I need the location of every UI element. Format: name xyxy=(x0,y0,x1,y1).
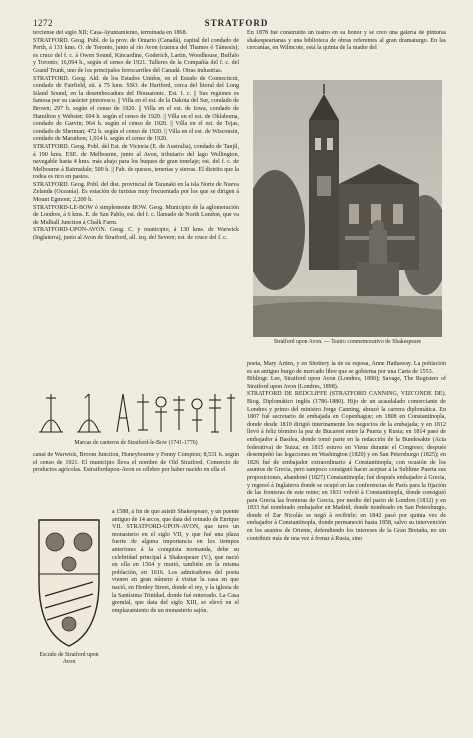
masons-marks-drawing xyxy=(33,388,239,440)
entry-paragraph: En 1878 fué construido un teatro en su honor y se creó una galería de pinturas shakespearianas y una biblioteca de obras referentes al gran dramaturgo. En las cercanías, en Wilmcote, está la quinta de la madre del xyxy=(247,30,446,52)
running-title: STRATFORD xyxy=(204,18,269,28)
page-number: 1272 xyxy=(33,18,53,28)
theatre-photo-caption: Stratford upon Avon. — Teatro conmemorativo de Shakespeare xyxy=(273,339,422,345)
right-column-bottom-text xyxy=(247,361,446,708)
theatre-photograph xyxy=(253,80,442,337)
entry-paragraph: poeta, Mary Arden, y en Shottery la de su esposa, Anne Hathaway. La población es un antiguo burgo de mercado libre que se gobierna por una Carta de 1553. xyxy=(247,361,446,375)
coat-of-arms-drawing xyxy=(33,512,105,650)
entry-paragraph: Bibliogr. Lee, Stratford upon Avon (Londres, 1890); Savage, The Registers of Stratford upon Avon (Londres, 1898). xyxy=(247,376,446,390)
left-column-text xyxy=(33,30,239,388)
entry-paragraph: terciense del siglo XII; Casa-Ayuntamiento, terminada en 1868. xyxy=(33,30,188,36)
entry-paragraph: STRATFORD DE REDCLIFFE (STRATFORD CANNING, VIZCONDE DE). Biog. Diplomático inglés (1786-1880). Hijo de un acaudalado comerciante de Londres y primo del ministro Jorge Canning, abrazó la carrera diplomática. En 1807 fué secretario de embajada en Copenhague; en 1808 en Constantinopla, donde desde 1810 dirigió interinamente los negocios de la embajada; y en 1812 llevó á feliz término la paz de Bucarest entre la Puerta y Rusia; en 1814 pasó de embajador á Basilea, donde tomó parte en la redacción de la Bundesakte (Acta federativa) de Suiza; en 1815 estuvo en Viena durante el Congreso; después desempeñó las legaciones en Washington (1820) y en San Petersburgo (1825); en 1826 fué de embajador extraordinario á Constantinopla, con ocasión de los asuntos de Grecia, pero tampoco consiguió hacer aceptar á la Sublime Puerta sus proposiciones, abandonó (1827) Constantinopla; fué después embajador á Grecia, y regresó á Inglaterra donde se ocupó en las conferencias de París para la fijación de las fronteras de este reino; en 1831 volvió á Constantinopla, donde consiguió para Grecia las fronteras de Grecia, por medio del pacto de Londres (1832) y en 1833 fué nombrado embajador en Madrid, donde nombrado en San Petersburgo, donde el Zar Nicolás se negó á recibirle; en 1842 pasó por quinta vez de embajador á Constantinopla, donde permaneció hasta 1858, salvo su intervención en los asuntos de Oriente, defendiendo los intereses de la Gran Bretaña, no sin contribuir más de una vez á frenar á Rusia, sino xyxy=(247,391,446,542)
coat-of-arms-figure xyxy=(33,512,105,650)
entry-paragraph: canal de Warwick, Broom Junction, Honeybourne y Fenny Compton; 8,531 h. según el censo de 1921. El municipio lleva el nombre de Old Stratford. Comercio de productos agrícolas. Estratfordupon-Avon es célebre por haber nacido en ella el xyxy=(33,452,239,474)
entry-paragraph: STRATFORD-LE-BOW ó simplemente BOW. Geog. Municipio de la aglomeración de Londres, á 6 kms. E. de San Pablo, est. del f. c. llamado de North London, que va de Mulhall Junction á Chalk Farm. xyxy=(33,204,239,226)
masons-marks-figure xyxy=(33,388,239,440)
entry-paragraph: STRATFORD. Geog. Pobl. de la prov. de Ontario (Canadá), capital del condado de Perth, á 131 kms. O. de Toronto, junto al río Avon (cuenca del Thames ó Támesis); es cruce del f. c. á Owen Sound, Kincardine, Goderich, Lartin, Woodhouse, Buffalo y Toronto; 16,094 h., según el censo de 1921. Talleres de la Compañía del f. c. del Grand Trunk, uno de los principales ferrocarriles del Canadá. Otras industrias. xyxy=(33,37,239,74)
running-header xyxy=(33,18,440,30)
entry-paragraph: STRATFORD. Geog. Ald. de los Estados Unidos, en el Estado de Connecticut, condado de Fairfield, sit. á 75 kms. SSO. de Hartford, cerca del litoral del Long Island Sound, en la desembocadura del Housatonic. Est. f. c. || Sus regiones es famosa por su carácter pintoresco. || Villa en el est. de la Dakota del Sur, condado de Brown; 297 h. según el censo de 1920. || Villa en el est. de Iowa, condado de Hamilton y Webster; 694 h. según el censo de 1920. || Villa en el est. de Oklahoma, condado de Garvin; 964 h. según el censo de 1920. || Villa en el est. de Tejas, condado de Sherman; 472 h. según el censo de 1920. || Villa en el est. de Wisconsin, condado de Marathon; 1,014 h. según el censo de 1920. xyxy=(33,75,239,143)
entry-paragraph: STRATFORD. Geog. Pobl. del Est. de Victoria (E. de Australia), condado de Tanjil, á 190 kms. ESE. de Melbourne, junto al Avon, tributario del lago Wellington, navegable hasta 4 kms. más abajo para los buques de gran tonelaje; est. del f. c. de Melbourne á Bairnsdale; 500 h. || Fab. de quesos, tenerías y sierras. El distrito que la rodea es rico en pastos. xyxy=(33,143,239,181)
entry-paragraph: á 1588, á fin de que asistir Shakespeare, y un puente antiguo de 14 arcos, que data del reinado de Enrique VII. STRATFORD-UPON-AVON, que tuvo un monasterio en el siglo VII, y que fué una plaza fuerte de alguna importancia en los tiempos anteriores á la conquista normanda, debe su celebridad principal á Shakespeare (V.), que nació en ella en 1564 y murió, también en la misma población, en 1616. Los admiradores del poeta vienen en gran número á visitar la casa en que nació, en Henley Street, donde el rey, y la iglesia de la Santísima Trinidad, donde fué enterrado. La Casa gremial, que data del siglo XIII, se elevó en el emplazamiento de un monasterio sajón. xyxy=(112,509,239,614)
coat-of-arms-caption: Escudo de Stratford upon Avon xyxy=(39,652,99,665)
entry-paragraph: STRATFORD-UPON-AVON. Geog. C. y municipio, á 130 kms. de Warwick (Inglaterra), junto al Avon de Stratford, all. izq. del Severn; est. de cruce del f. c. xyxy=(33,227,239,242)
left-column-continuation xyxy=(33,452,239,509)
masons-marks-caption: Marcas de canteros de Stratford-le-Bow (1741-1776) xyxy=(74,440,198,446)
right-column-top-text xyxy=(247,30,446,74)
entry-paragraph: STRATFORD. Geog. Pobl. del dist. provincial de Taranaki en la isla Norte de Nueva Zelanda (Oceanía). Es estación de turistas muy frecuentada por los que se dirigen á Mount Egmont; 2,200 h. xyxy=(33,181,239,204)
theatre-photo-drawing xyxy=(253,80,442,337)
left-column-wrap-text xyxy=(112,509,239,708)
